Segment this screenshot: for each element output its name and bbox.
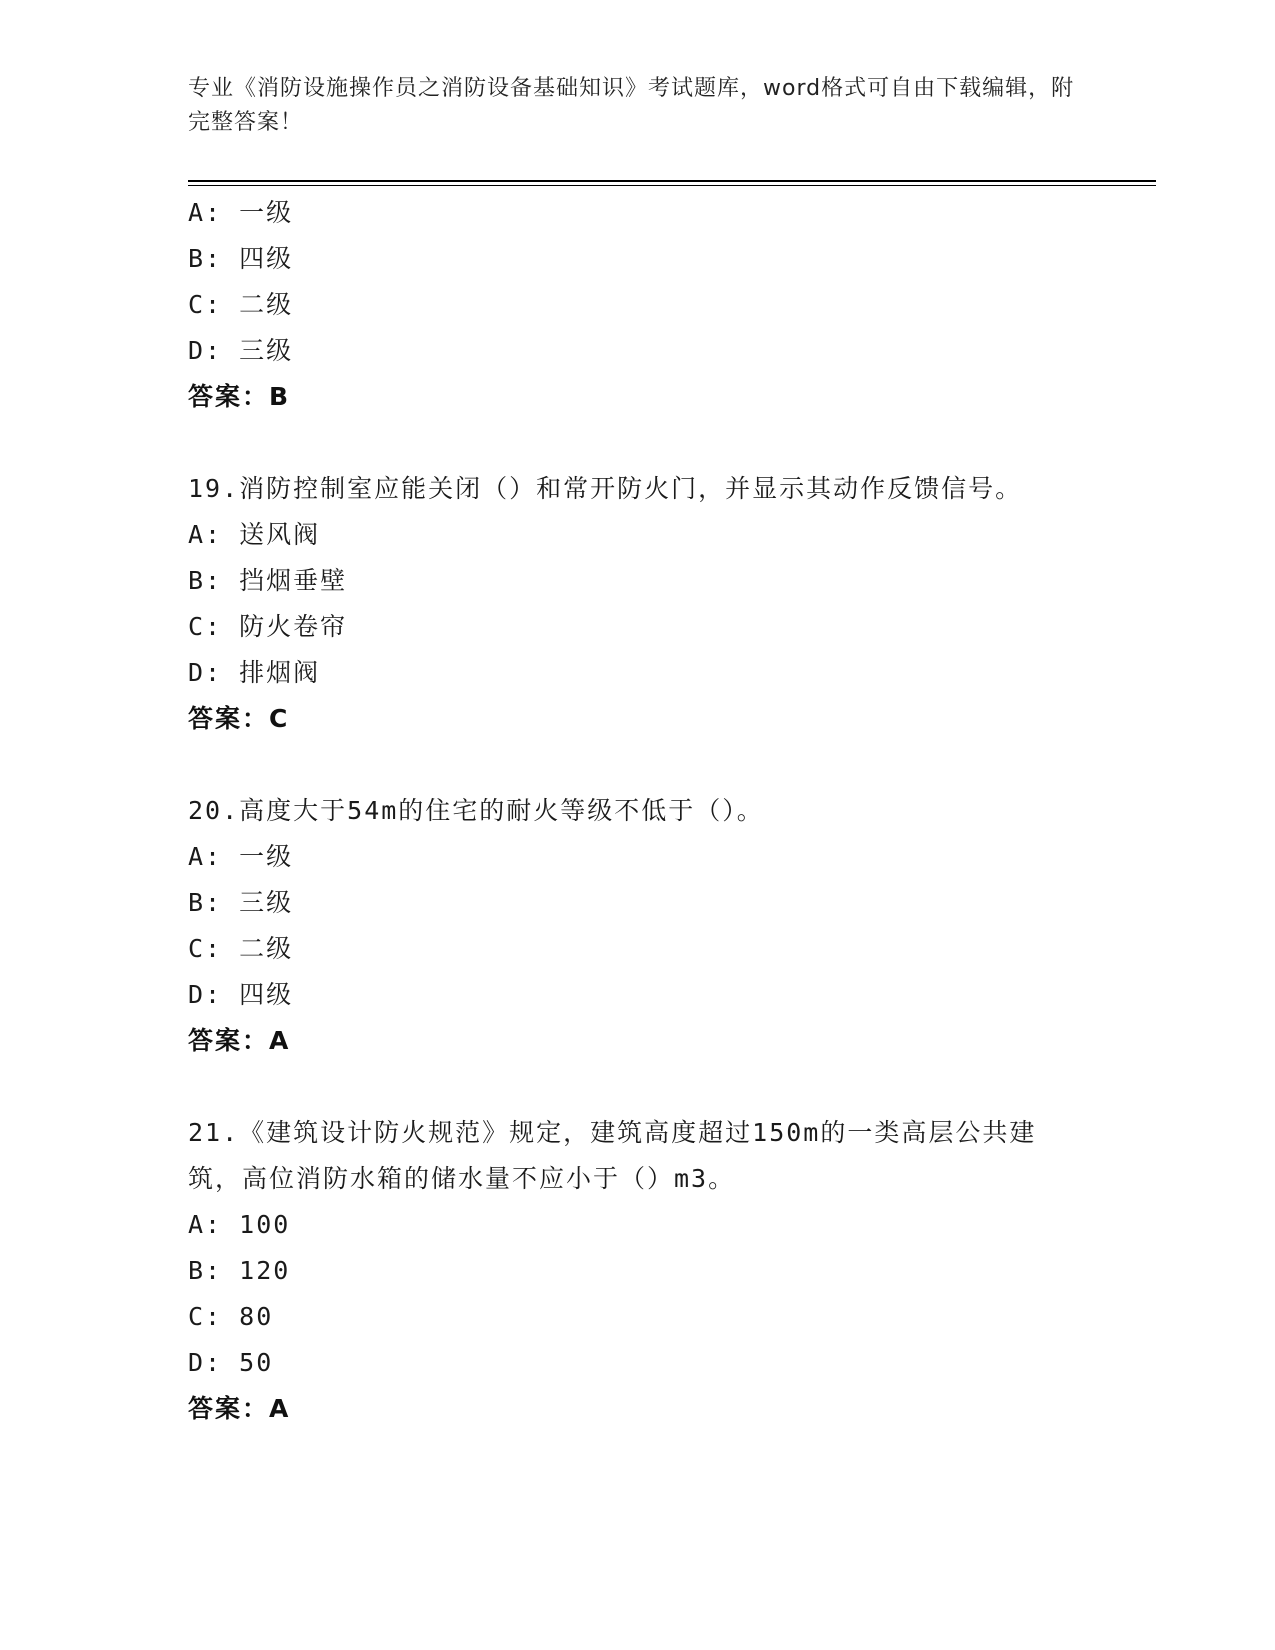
answer-line: 答案：B [188,382,291,411]
answer-line: 答案：A [188,1026,291,1055]
option-c: C: 二级 [188,290,294,319]
option-b: B: 三级 [188,888,294,917]
answer-line: 答案：C [188,704,290,733]
question-list [188,190,1088,1432]
option-c: C: 80 [188,1302,274,1331]
question-stem: 19.消防控制室应能关闭（）和常开防火门，并显示其动作反馈信号。 [188,474,1023,503]
option-d: D: 四级 [188,980,294,1009]
question-stem: 21.《建筑设计防火规范》规定，建筑高度超过150m的一类高层公共建筑，高位消防水箱的储水量不应小于（）m3。 [188,1118,1037,1193]
document-header [188,72,1078,140]
option-b: B: 四级 [188,244,294,273]
option-a: A: 送风阀 [188,520,321,549]
question-stem: 20.高度大于54m的住宅的耐火等级不低于（）。 [188,796,764,825]
question-21 [188,1110,1088,1432]
header-title: 专业《消防设施操作员之消防设备基础知识》考试题库，word格式可自由下载编辑，附完整答案！ [188,76,1075,135]
divider-thin-line [188,185,1156,186]
option-d: D: 排烟阀 [188,658,321,687]
option-c: C: 防火卷帘 [188,612,348,641]
option-b: B: 挡烟垂壁 [188,566,348,595]
option-b: B: 120 [188,1256,291,1285]
option-d: D: 三级 [188,336,294,365]
option-a: A: 100 [188,1210,291,1239]
answer-line: 答案：A [188,1394,291,1423]
divider-thick-line [188,180,1156,182]
question-18-continued [188,190,1088,420]
option-c: C: 二级 [188,934,294,963]
question-20 [188,788,1088,1064]
question-19 [188,466,1088,742]
option-a: A: 一级 [188,842,294,871]
option-d: D: 50 [188,1348,274,1377]
option-a: A: 一级 [188,198,294,227]
